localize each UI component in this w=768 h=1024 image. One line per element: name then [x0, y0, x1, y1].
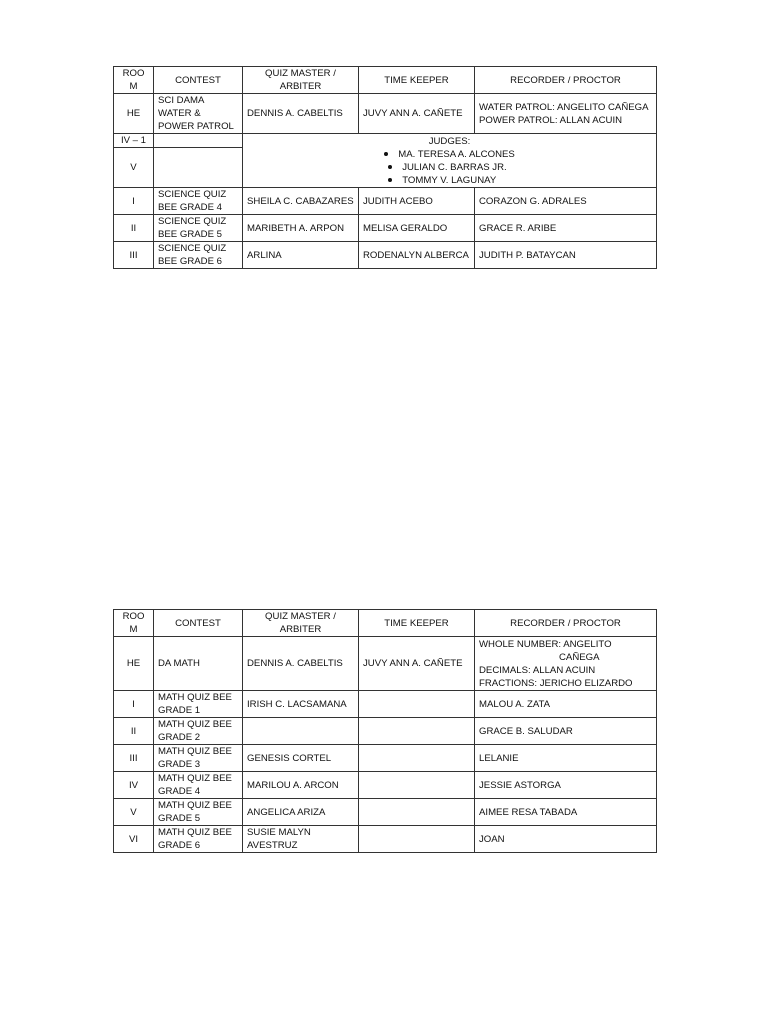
header-quiz-master: QUIZ MASTER / ARBITER — [243, 610, 359, 637]
recorder-cell: GRACE R. ARIBE — [475, 215, 657, 242]
room-cell: IV — [114, 772, 154, 799]
room-cell: V — [114, 799, 154, 826]
room-cell: I — [114, 188, 154, 215]
time-keeper-cell: JUDITH ACEBO — [359, 188, 475, 215]
contest-cell: DA MATH — [154, 637, 243, 691]
room-cell: II — [114, 215, 154, 242]
table-row — [114, 134, 657, 148]
contest-cell — [154, 134, 243, 148]
recorder-cell: GRACE B. SALUDAR — [475, 718, 657, 745]
quiz-master-cell: DENNIS A. CABELTIS — [243, 94, 359, 134]
time-keeper-cell — [359, 799, 475, 826]
table-header-row — [114, 610, 657, 637]
quiz-master-cell: SHEILA C. CABAZARES — [243, 188, 359, 215]
room-cell: V — [114, 148, 154, 188]
room-cell: VI — [114, 826, 154, 853]
table-row — [114, 188, 657, 215]
recorder-line: DECIMALS: ALLAN ACUIN — [479, 664, 596, 676]
header-time-keeper: TIME KEEPER — [359, 67, 475, 94]
recorder-line: CAÑEGA — [559, 651, 600, 663]
judge-name: JULIAN C. BARRAS JR. — [402, 161, 507, 173]
header-contest: CONTEST — [154, 610, 243, 637]
time-keeper-cell — [359, 745, 475, 772]
time-keeper-cell — [359, 718, 475, 745]
recorder-cell: JOAN — [475, 826, 657, 853]
contest-cell: MATH QUIZ BEE GRADE 3 — [154, 745, 243, 772]
room-cell: HE — [114, 637, 154, 691]
quiz-master-cell: IRISH C. LACSAMANA — [243, 691, 359, 718]
quiz-master-cell: GENESIS CORTEL — [243, 745, 359, 772]
header-recorder: RECORDER / PROCTOR — [475, 610, 657, 637]
quiz-master-cell: ANGELICA ARIZA — [243, 799, 359, 826]
math-schedule-table — [113, 609, 657, 853]
contest-cell: MATH QUIZ BEE GRADE 6 — [154, 826, 243, 853]
judges-title: JUDGES: — [428, 135, 471, 147]
table-row — [114, 799, 657, 826]
time-keeper-cell: JUVY ANN A. CAÑETE — [359, 94, 475, 134]
table-row — [114, 826, 657, 853]
judge-item — [388, 174, 515, 187]
recorder-line: POWER PATROL: ALLAN ACUIN — [479, 114, 623, 126]
judges-cell — [243, 134, 657, 188]
contest-cell: MATH QUIZ BEE GRADE 4 — [154, 772, 243, 799]
table-header-row — [114, 67, 657, 94]
contest-cell: SCI DAMA WATER & POWER PATROL — [154, 94, 243, 134]
table-row — [114, 242, 657, 269]
header-room: ROO M — [114, 610, 154, 637]
room-cell: II — [114, 718, 154, 745]
bullet-icon — [388, 178, 392, 182]
contest-cell: SCIENCE QUIZ BEE GRADE 6 — [154, 242, 243, 269]
quiz-master-cell — [243, 718, 359, 745]
header-room: ROO M — [114, 67, 154, 94]
recorder-cell — [475, 94, 657, 134]
table-row — [114, 745, 657, 772]
contest-cell: MATH QUIZ BEE GRADE 5 — [154, 799, 243, 826]
judge-item — [388, 161, 515, 174]
time-keeper-cell — [359, 691, 475, 718]
judges-list — [384, 148, 515, 187]
contest-cell: SCIENCE QUIZ BEE GRADE 4 — [154, 188, 243, 215]
table-row — [114, 94, 657, 134]
room-cell: HE — [114, 94, 154, 134]
recorder-line: WHOLE NUMBER: ANGELITO — [479, 638, 612, 650]
judge-name: TOMMY V. LAGUNAY — [402, 174, 497, 186]
room-cell: IV – 1 — [114, 134, 154, 148]
recorder-cell: CORAZON G. ADRALES — [475, 188, 657, 215]
header-quiz-master: QUIZ MASTER / ARBITER — [243, 67, 359, 94]
recorder-line: FRACTIONS: JERICHO ELIZARDO — [479, 677, 633, 689]
recorder-cell — [475, 637, 657, 691]
time-keeper-cell — [359, 826, 475, 853]
header-contest: CONTEST — [154, 67, 243, 94]
recorder-cell: AIMEE RESA TABADA — [475, 799, 657, 826]
table-row — [114, 215, 657, 242]
recorder-cell: JESSIE ASTORGA — [475, 772, 657, 799]
time-keeper-cell: JUVY ANN A. CAÑETE — [359, 637, 475, 691]
judge-name: MA. TERESA A. ALCONES — [398, 148, 515, 160]
quiz-master-cell: ARLINA — [243, 242, 359, 269]
recorder-cell: JUDITH P. BATAYCAN — [475, 242, 657, 269]
table-row — [114, 772, 657, 799]
table-row — [114, 637, 657, 691]
bullet-icon — [388, 165, 392, 169]
science-schedule-table — [113, 66, 657, 269]
bullet-icon — [384, 152, 388, 156]
recorder-cell: LELANIE — [475, 745, 657, 772]
contest-cell — [154, 148, 243, 188]
room-cell: III — [114, 242, 154, 269]
header-recorder: RECORDER / PROCTOR — [475, 67, 657, 94]
contest-cell: MATH QUIZ BEE GRADE 2 — [154, 718, 243, 745]
time-keeper-cell: RODENALYN ALBERCA — [359, 242, 475, 269]
table-row — [114, 691, 657, 718]
time-keeper-cell — [359, 772, 475, 799]
recorder-line: WATER PATROL: ANGELITO CAÑEGA — [479, 101, 649, 113]
time-keeper-cell: MELISA GERALDO — [359, 215, 475, 242]
quiz-master-cell: SUSIE MALYN AVESTRUZ — [243, 826, 359, 853]
contest-cell: MATH QUIZ BEE GRADE 1 — [154, 691, 243, 718]
quiz-master-cell: MARIBETH A. ARPON — [243, 215, 359, 242]
judge-item — [384, 148, 515, 161]
contest-cell: SCIENCE QUIZ BEE GRADE 5 — [154, 215, 243, 242]
quiz-master-cell: DENNIS A. CABELTIS — [243, 637, 359, 691]
room-cell: I — [114, 691, 154, 718]
quiz-master-cell: MARILOU A. ARCON — [243, 772, 359, 799]
header-time-keeper: TIME KEEPER — [359, 610, 475, 637]
room-cell: III — [114, 745, 154, 772]
table-row — [114, 718, 657, 745]
recorder-cell: MALOU A. ZATA — [475, 691, 657, 718]
